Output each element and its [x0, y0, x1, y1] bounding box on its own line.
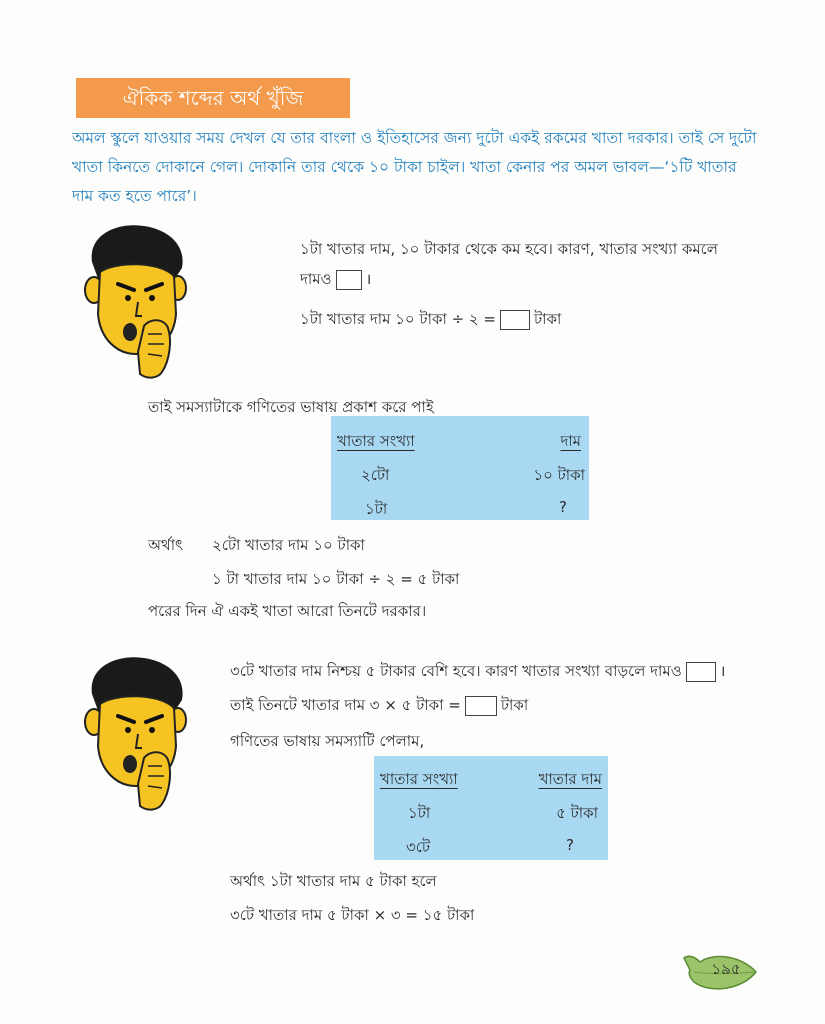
answer-box[interactable] — [465, 696, 497, 716]
page-number: ১৯৫ — [711, 960, 741, 978]
table-2-row2-count: ৩টে — [406, 838, 431, 856]
block2-line3: গণিতের ভাষায় সমস্যাটি পেলাম, — [230, 732, 425, 750]
section-heading: ঐকিক শব্দের অর্থ খুঁজি — [76, 78, 350, 118]
block2-line1 — [230, 660, 725, 685]
block1-line3-text: ১টা খাতার দাম ১০ টাকা ÷ ২ = — [300, 310, 496, 328]
next-day-text: পরের দিন ঐ একই খাতা আরো তিনটে দরকার। — [148, 602, 427, 620]
table-1 — [331, 416, 589, 520]
thinking-boy-illustration-2 — [78, 654, 196, 814]
table-2-row2-price: ? — [566, 836, 574, 854]
block1-line2 — [300, 268, 371, 293]
conclusion-line2: ৩টে খাতার দাম ৫ টাকা × ৩ = ১৫ টাকা — [230, 906, 475, 924]
block2-line2 — [230, 694, 528, 719]
conclusion-line1: অর্থাৎ ১টা খাতার দাম ৫ টাকা হলে — [230, 872, 437, 890]
arthat-label: অর্থাৎ — [148, 536, 184, 554]
block1-line3-end: টাকা — [534, 310, 562, 328]
block1-line2-text: দামও — [300, 270, 332, 288]
table-1-row1-price: ১০ টাকা — [533, 466, 585, 484]
table-2-header-price: খাতার দাম — [538, 770, 602, 788]
table-2-row1-count: ১টা — [408, 804, 431, 822]
thinking-boy-illustration-1 — [78, 222, 196, 382]
answer-box[interactable] — [500, 310, 530, 330]
block1-line1: ১টা খাতার দাম, ১০ টাকার থেকে কম হবে। কারণ, খাতার সংখ্যা কমলে — [300, 240, 718, 258]
block2-line1-end: । — [719, 662, 726, 680]
block2-line2-text: তাই তিনটে খাতার দাম ৩ × ৫ টাকা = — [230, 696, 461, 714]
block2-line1-text: ৩টে খাতার দাম নিশ্চয় ৫ টাকার বেশি হবে। কারণ খাতার সংখ্যা বাড়লে দামও — [230, 662, 682, 680]
block1-line2-end: । — [365, 270, 372, 288]
table-1-header-price: দাম — [560, 432, 581, 450]
arthat-line1: ২টো খাতার দাম ১০ টাকা — [212, 536, 365, 554]
answer-box[interactable] — [336, 270, 362, 290]
table-1-row1-count: ২টো — [361, 466, 390, 484]
intro-paragraph: অমল স্কুলে যাওয়ার সময় দেখল যে তার বাংলা ও ইতিহাসের জন্য দুটো একই রকমের খাতা দরকার। তাই সে দুটো খাতা কিনতে দোকানে গেল। দোকানি তার থেকে ১০ টাকা চাইল। খাতা কেনার পর অমল ভাবল—‘১টি খাতার দাম কত হতে পারে’। — [72, 129, 757, 205]
table-2 — [374, 756, 608, 860]
express-text: তাই সমস্যাটাকে গণিতের ভাষায় প্রকাশ করে পাই — [148, 398, 434, 416]
table-1-row2-price: ? — [559, 498, 567, 516]
answer-box[interactable] — [686, 662, 716, 682]
table-1-header-count: খাতার সংখ্যা — [337, 432, 415, 450]
table-2-row1-price: ৫ টাকা — [556, 804, 598, 822]
arthat-line2: ১ টা খাতার দাম ১০ টাকা ÷ ২ = ৫ টাকা — [212, 570, 460, 588]
table-2-header-count: খাতার সংখ্যা — [380, 770, 458, 788]
block1-line3 — [300, 308, 561, 333]
block2-line2-end: টাকা — [500, 696, 529, 714]
table-1-row2-count: ১টা — [365, 500, 388, 518]
